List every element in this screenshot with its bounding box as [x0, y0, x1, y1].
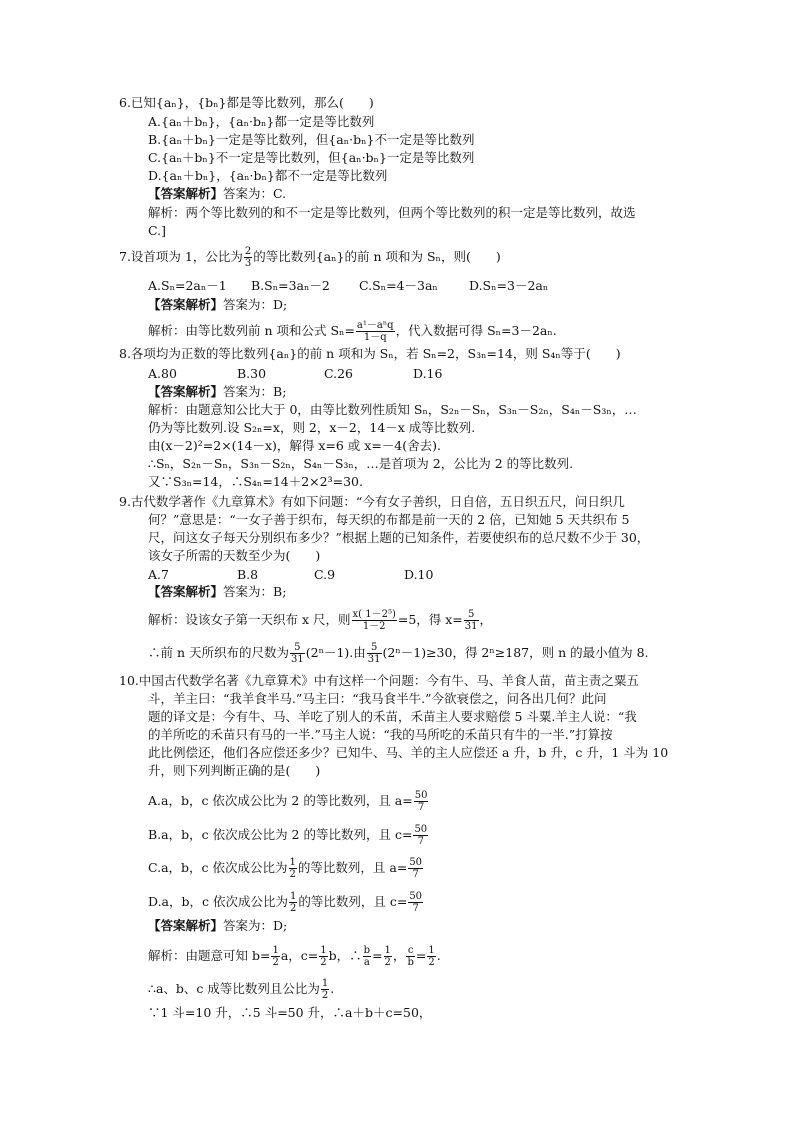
q9-option-d: D.10 [404, 567, 434, 582]
q7-stem-part2: 的等比数列{aₙ}的前 n 项和为 Sₙ，则( ) [253, 249, 501, 264]
q9-exp1-part3: ， [479, 612, 493, 627]
q10-option-b-text: B.a，b，c 依次成公比为 2 的等比数列，且 c= [148, 827, 413, 842]
q10-half-fraction-2 [319, 945, 327, 968]
answer-text: 答案为：D; [223, 297, 288, 312]
fraction-numerator: c [407, 945, 414, 956]
q9-exp2-part2: (2ⁿ－1).由 [305, 645, 366, 660]
q10-c-value-fraction [408, 857, 423, 880]
q10-option-b [148, 824, 429, 847]
fraction-denominator: 31 [291, 654, 304, 665]
fraction-denominator: 7 [417, 802, 425, 813]
answer-tag: 【答案解析】 [148, 297, 224, 312]
q10-option-d-text: D.a，b，c 依次成公比为 [148, 894, 288, 909]
q9-stem-1: 9.古代数学著作《九章算术》有如下问题：“今有女子善织，日自倍，五日织五尺，问日织几 [119, 494, 625, 509]
q6-option-a: A.{aₙ＋bₙ}，{aₙ·bₙ}都一定是等比数列 [148, 114, 375, 129]
fraction-numerator: x( 1－2⁵) [352, 609, 396, 620]
answer-text: 答案为：C. [223, 186, 287, 201]
q10-stem-4: 的羊所吃的禾苗只有马的一半.”马主人说：“我的马所吃的禾苗只有牛的一半.”打算按 [148, 727, 613, 742]
q10-option-d-text-2: 的等比数列，且 c= [298, 894, 408, 909]
q10-d-ratio-fraction [289, 891, 297, 914]
q10-answer [148, 918, 287, 934]
q7-explanation [148, 320, 557, 343]
q10-option-c [148, 857, 424, 880]
answer-tag: 【答案解析】 [148, 186, 224, 201]
q6-explanation-2: C.] [148, 223, 166, 238]
q10-exp1-part6: = [415, 948, 427, 963]
q10-half-fraction [271, 945, 279, 968]
fraction-denominator: 3 [244, 258, 252, 269]
q10-stem-2: 斗，羊主曰：“我羊食半马.”马主曰：“我马食半牛.”今欲衰偿之，问各出几何？此问 [148, 691, 607, 706]
q10-exp2-part1: ∴a、b、c 成等比数列且公比为 [148, 981, 320, 996]
q10-d-value-fraction [408, 891, 423, 914]
q7-exp-part2: ，代入数据可得 Sₙ=3－2aₙ. [395, 323, 557, 338]
q9-exp1-part2: =5，得 x= [397, 612, 463, 627]
q9-stem-4: 该女子所需的天数至少为( ) [148, 548, 321, 563]
q10-half-fraction-5 [321, 978, 329, 1001]
q10-half-fraction-4 [427, 945, 435, 968]
q10-stem-5: 此比例偿还，他们各应偿还多少？已知牛、马、羊的主人应偿还 a 升，b 升，c 升，1 斗为 10 [148, 745, 669, 760]
fraction-numerator: 1 [289, 857, 296, 868]
fraction-denominator: 2 [428, 957, 435, 968]
fraction-denominator: 2 [384, 957, 391, 968]
q7-exp-part1: 解析：由等比数列前 n 项和公式 Sₙ= [148, 323, 355, 338]
fraction-numerator: 5 [367, 642, 382, 654]
q10-exp1-part1: 解析：由题意可知 b= [148, 948, 271, 963]
q10-cb-fraction [406, 945, 414, 968]
fraction-numerator: 1 [272, 945, 279, 956]
q8-option-c: C.26 [324, 366, 353, 381]
q9-ratio-fraction [290, 642, 305, 665]
q9-sum-fraction [352, 609, 397, 632]
q6-option-b: B.{aₙ＋bₙ}一定是等比数列，但{aₙ·bₙ}不一定是等比数列 [148, 132, 475, 147]
q8-explanation-3: 由(x－2)²=2×(14－x)，解得 x=6 或 x=－4(舍去). [148, 438, 441, 453]
fraction-numerator: 50 [409, 891, 423, 902]
fraction-denominator: 2 [320, 957, 327, 968]
q7-option-d: D.Sₙ=3－2aₙ [469, 278, 549, 293]
q10-exp1-part3: b，∴ [328, 948, 362, 963]
fraction-numerator: 50 [414, 790, 428, 801]
q10-explanation-2 [148, 978, 334, 1001]
q9-stem-3: 尺，问这女子每天分别织布多少？”根据上题的已知条件，若要使织布的总尺数不少于 30， [148, 530, 650, 545]
q10-option-a-text: A.a，b，c 依次成公比为 2 的等比数列，且 a= [148, 793, 413, 808]
q6-answer [148, 186, 286, 202]
q10-b-value-fraction [413, 824, 428, 847]
fraction-denominator: a [363, 957, 370, 968]
fraction-numerator: 1 [289, 891, 297, 902]
fraction-denominator: 2 [289, 903, 297, 914]
fraction-numerator: 5 [464, 609, 479, 621]
answer-text: 答案为：B; [223, 384, 287, 399]
q10-c-ratio-fraction [289, 857, 297, 880]
fraction-denominator: 7 [412, 869, 419, 880]
q10-option-c-text: C.a，b，c 依次成公比为 [148, 860, 288, 875]
q10-option-a [148, 790, 429, 813]
q10-stem-1: 10.中国古代数学名著《九章算术》中有这样一个问题：今有牛、马、羊食人苗，苗主责之粟五 [119, 673, 639, 688]
q6-explanation-1: 解析：两个等比数列的和不一定是等比数列，但两个等比数列的积一定是等比数列，故选 [148, 205, 636, 220]
fraction-denominator: 1－q [363, 332, 387, 343]
answer-text: 答案为：B; [223, 584, 287, 599]
fraction-denominator: 2 [321, 990, 329, 1001]
q8-explanation-5: 又∵S₃ₙ=14，∴S₄ₙ=14＋2×2³=30. [148, 474, 363, 489]
q10-a-value-fraction [414, 790, 429, 813]
fraction-denominator: 7 [412, 903, 419, 914]
answer-tag: 【答案解析】 [148, 918, 224, 933]
fraction-denominator: 1－2 [362, 621, 386, 632]
fraction-numerator: 1 [384, 945, 391, 956]
q7-option-c: C.Sₙ=4－3aₙ [359, 278, 438, 293]
q10-stem-3: 题的译文是：今有牛、马、羊吃了别人的禾苗，禾苗主人要求赔偿 5 斗粟.羊主人说：“我 [148, 709, 637, 724]
fraction-denominator: 31 [464, 621, 478, 632]
q10-stem-6: 升，则下列判断正确的是( ) [148, 763, 321, 778]
fraction-denominator: b [407, 957, 414, 968]
fraction-numerator: 2 [244, 246, 252, 257]
q9-exp2-part3: (2ⁿ－1)≥30，得 2ⁿ≥187，则 n 的最小值为 8. [382, 645, 649, 660]
q9-answer [148, 584, 286, 600]
q8-answer [148, 384, 286, 400]
q10-exp1-part4: = [372, 948, 383, 963]
q8-option-b: B.30 [237, 366, 267, 381]
fraction-numerator: b [363, 945, 371, 956]
q10-exp2-part2: . [330, 981, 335, 996]
q6-stem: 6.已知{aₙ}，{bₙ}都是等比数列，那么( ) [119, 95, 374, 110]
q8-stem: 8.各项均为正数的等比数列{aₙ}的前 n 项和为 Sₙ，若 Sₙ=2，S₃ₙ=14，则 S₄ₙ等于( ) [119, 346, 621, 361]
q8-explanation-2: 仍为等比数列.设 S₂ₙ=x，则 2，x－2，14－x 成等比数列. [148, 420, 476, 435]
q8-option-a: A.80 [148, 366, 177, 381]
q9-explanation-1 [148, 609, 492, 632]
q9-explanation-2 [148, 642, 649, 665]
q8-explanation-1: 解析：由题意知公比大于 0，由等比数列性质知 Sₙ，S₂ₙ－Sₙ，S₃ₙ－S₂ₙ，S₄ₙ－S₃ₙ，… [148, 402, 637, 417]
fraction-denominator: 7 [417, 836, 424, 847]
fraction-denominator: 2 [289, 869, 296, 880]
q9-option-a: A.7 [148, 567, 169, 582]
q9-exp1-part1: 解析：设该女子第一天织布 x 尺，则 [148, 612, 351, 627]
q7-stem [119, 246, 501, 269]
q9-exp2-part1: ∴前 n 天所织布的尺数为 [148, 645, 289, 660]
q10-exp1-part7: . [436, 948, 441, 963]
q7-answer [148, 297, 287, 313]
q6-option-d: D.{aₙ＋bₙ}，{aₙ·bₙ}都不一定是等比数列 [148, 168, 388, 183]
q9-x-fraction [464, 609, 479, 632]
q10-ba-fraction [363, 945, 371, 968]
q10-explanation-1 [148, 945, 441, 968]
answer-tag: 【答案解析】 [148, 584, 224, 599]
fraction-denominator: 2 [272, 957, 279, 968]
fraction-numerator: 50 [409, 857, 423, 868]
q10-option-d [148, 891, 424, 914]
fraction-numerator: 5 [290, 642, 305, 654]
fraction-numerator: 1 [321, 978, 329, 989]
q7-option-a: A.Sₙ=2aₙ－1 [148, 278, 227, 293]
q7-option-b: B.Sₙ=3aₙ－2 [251, 278, 330, 293]
q7-stem-part1: 7.设首项为 1，公比为 [119, 249, 243, 264]
q9-option-c: C.9 [314, 567, 336, 582]
q10-option-c-text-2: 的等比数列，且 a= [297, 860, 408, 875]
q9-stem-2: 何？”意思是：“一女子善于织布，每天织的布都是前一天的 2 倍，已知她 5 天共织布 5 [148, 512, 630, 527]
fraction-numerator: 1 [428, 945, 435, 956]
q9-ratio-fraction-2 [367, 642, 382, 665]
q8-explanation-4: ∴Sₙ，S₂ₙ－Sₙ，S₃ₙ－S₂ₙ，S₄ₙ－S₃ₙ，…是首项为 2，公比为 2 的等比数列. [148, 456, 574, 471]
q10-exp1-part2: a，c= [280, 948, 319, 963]
q7-ratio-fraction [244, 246, 252, 269]
fraction-numerator: 50 [414, 824, 428, 835]
q9-option-b: B.8 [237, 567, 259, 582]
q10-half-fraction-3 [384, 945, 392, 968]
q8-option-d: D.16 [413, 366, 443, 381]
fraction-numerator: 1 [320, 945, 327, 956]
q7-formula-fraction [356, 320, 395, 343]
fraction-denominator: 31 [367, 654, 381, 665]
answer-text: 答案为：D; [223, 918, 288, 933]
q6-option-c: C.{aₙ＋bₙ}不一定是等比数列，但{aₙ·bₙ}一定是等比数列 [148, 150, 475, 165]
answer-tag: 【答案解析】 [148, 384, 224, 399]
q10-exp1-part5: ， [392, 948, 406, 963]
fraction-numerator: a¹－aⁿq [356, 320, 394, 331]
q10-explanation-3: ∵1 斗=10 升，∴5 斗=50 升，∴a＋b＋c=50， [148, 1005, 432, 1020]
